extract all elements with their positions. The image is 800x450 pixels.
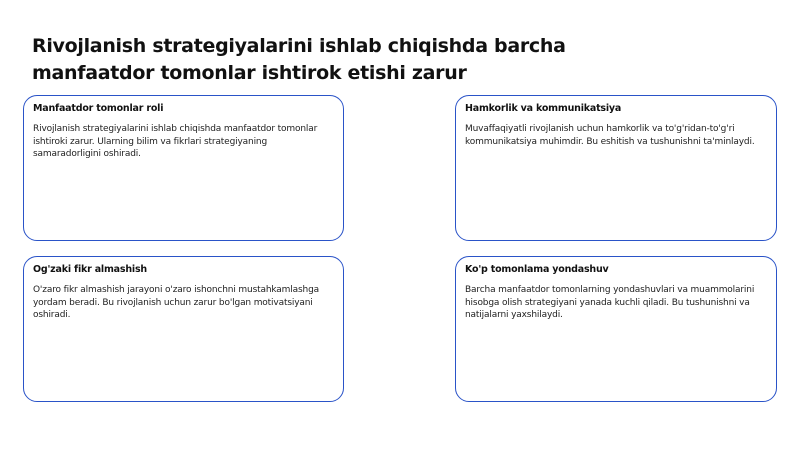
card-stakeholder-role <box>23 95 344 241</box>
card-heading: Ko'p tomonlama yondashuv <box>465 264 609 275</box>
card-multilateral-approach <box>455 256 777 402</box>
slide-title: Rivojlanish strategiyalarini ishlab chiqishda barcha manfaatdor tomonlar ishtirok etishi zarur <box>32 35 566 84</box>
card-text: Barcha manfaatdor tomonlarning yondashuvlari va muammolarini hisobga olish strategiyani yanada kuchli qiladi. Bu tushunishni va natijalarni yaxshilaydi. <box>465 285 755 320</box>
card-heading: Og'zaki fikr almashish <box>33 264 147 275</box>
card-text: Muvaffaqiyatli rivojlanish uchun hamkorlik va to'g'ridan-to'g'ri kommunikatsiya muhimdir. Bu eshitish va tushunishni ta'minlaydi. <box>465 124 755 147</box>
card-feedback-exchange <box>23 256 344 402</box>
card-text: Rivojlanish strategiyalarini ishlab chiqishda manfaatdor tomonlar ishtiroki zarur. Ularning bilim va fikrlari strategiyaning samaradorligini oshiradi. <box>33 124 318 159</box>
card-collaboration <box>455 95 777 241</box>
card-heading: Manfaatdor tomonlar roli <box>33 103 164 114</box>
card-text: O'zaro fikr almashish jarayoni o'zaro ishonchni mustahkamlashga yordam beradi. Bu rivojlanish uchun zarur bo'lgan motivatsiyani oshiradi. <box>33 285 320 320</box>
card-heading: Hamkorlik va kommunikatsiya <box>465 103 622 114</box>
